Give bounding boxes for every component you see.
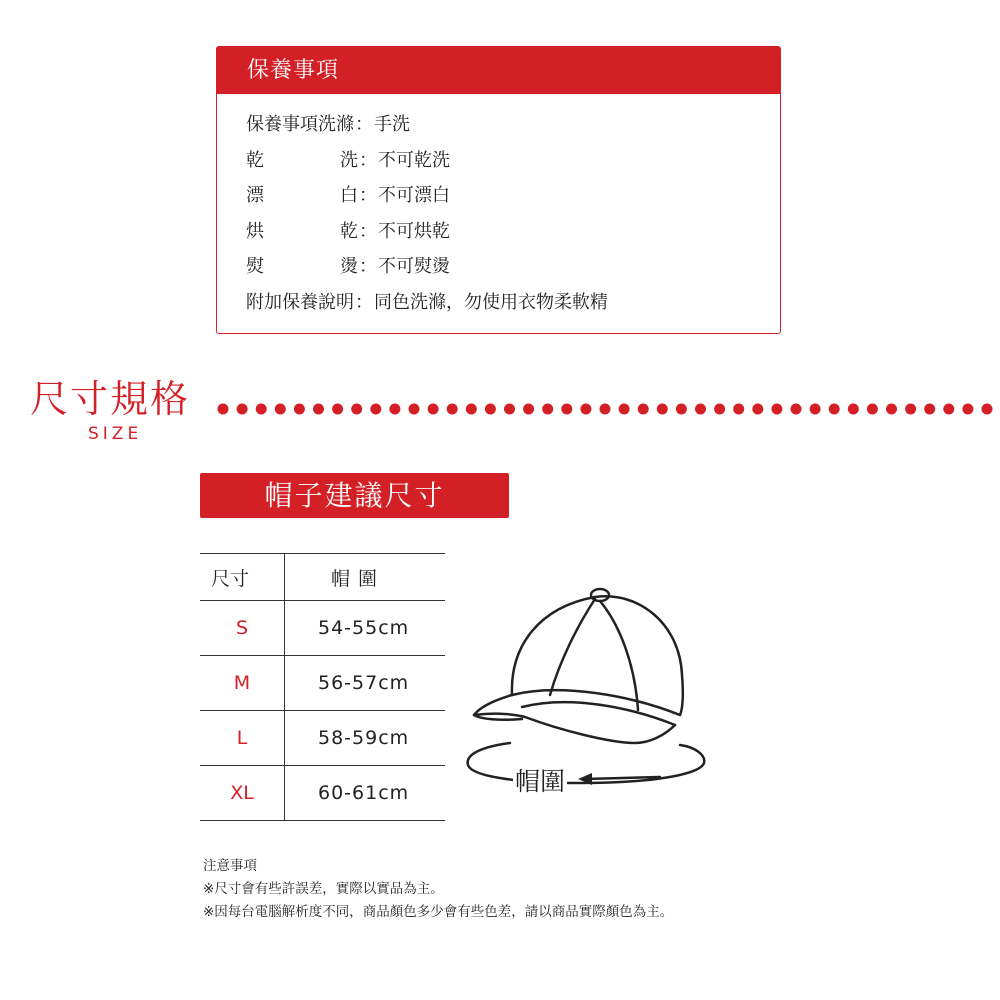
- size-code: M: [200, 656, 285, 711]
- divider-dot: [389, 404, 400, 415]
- size-code: L: [200, 711, 285, 766]
- size-code: XL: [200, 766, 285, 821]
- divider-dot: [600, 404, 611, 415]
- divider-dot: [332, 404, 343, 415]
- care-colon: ：: [359, 220, 377, 242]
- divider-dot: [466, 404, 477, 415]
- divider-dot: [237, 404, 248, 415]
- divider-dot: [962, 404, 973, 415]
- divider-dot: [370, 404, 381, 415]
- divider-dot: [561, 404, 572, 415]
- divider-dot: [638, 404, 649, 415]
- note-line: ※尺寸會有些許誤差，實際以實品為主。: [203, 881, 444, 897]
- dotted-divider: [214, 402, 1000, 416]
- divider-dot: [256, 404, 267, 415]
- diagram-label: 帽圍: [513, 762, 567, 798]
- divider-dot: [905, 404, 916, 415]
- divider-dot: [542, 404, 553, 415]
- header-size: 尺寸: [200, 554, 285, 601]
- table-header-row: [200, 554, 445, 601]
- divider-dot: [428, 404, 439, 415]
- cap-diagram-icon: [460, 585, 710, 795]
- divider-dot: [657, 404, 668, 415]
- divider-dot: [619, 404, 630, 415]
- care-label: 保養事項洗滌: [246, 114, 354, 135]
- care-value: 同色洗滌，勿使用衣物柔軟精: [374, 291, 608, 313]
- divider-dot: [275, 404, 286, 415]
- care-value: 不可烘乾: [378, 220, 450, 242]
- care-colon: ：: [359, 185, 377, 206]
- divider-dot: [676, 404, 687, 415]
- divider-dot: [943, 404, 954, 415]
- care-value: 不可漂白: [378, 185, 450, 206]
- care-label: 漂 白: [246, 185, 358, 206]
- divider-dot: [351, 404, 362, 415]
- divider-dot: [752, 404, 763, 415]
- divider-dot: [313, 404, 324, 415]
- care-value: 不可乾洗: [378, 149, 450, 171]
- divider-dot: [733, 404, 744, 415]
- divider-dot: [580, 404, 591, 415]
- care-colon: ：: [355, 114, 373, 135]
- section-title: 尺寸規格: [30, 377, 191, 421]
- table-row: [200, 656, 445, 711]
- divider-dot: [409, 404, 420, 415]
- divider-dot: [504, 404, 515, 415]
- care-colon: ：: [359, 256, 377, 277]
- notes: [203, 855, 673, 924]
- divider-dot: [218, 404, 229, 415]
- divider-dot: [771, 404, 782, 415]
- divider-dot: [829, 404, 840, 415]
- section-subtitle: SIZE: [88, 424, 143, 444]
- care-row-iron: [246, 249, 608, 285]
- care-row-extra: [246, 285, 608, 321]
- header-circumference: 帽圍: [285, 554, 446, 601]
- divider-dot: [695, 404, 706, 415]
- divider-dot: [924, 404, 935, 415]
- divider-dot: [810, 404, 821, 415]
- divider-dot: [982, 404, 993, 415]
- size-guide-banner: 帽子建議尺寸: [200, 473, 509, 518]
- table-row: [200, 711, 445, 766]
- care-row-dryclean: [246, 143, 608, 179]
- care-colon: ：: [359, 149, 377, 171]
- care-label: 熨 燙: [246, 256, 358, 277]
- notes-title: 注意事項: [203, 858, 257, 874]
- size-code: S: [200, 601, 285, 656]
- circumference-value: 60-61cm: [285, 766, 446, 821]
- care-title: 保養事項: [217, 47, 780, 94]
- care-colon: ：: [355, 291, 373, 313]
- divider-dot: [523, 404, 534, 415]
- divider-dot: [485, 404, 496, 415]
- divider-dot: [294, 404, 305, 415]
- care-label: 附加保養說明: [246, 291, 354, 313]
- circumference-value: 56-57cm: [285, 656, 446, 711]
- divider-dot: [447, 404, 458, 415]
- divider-dot: [714, 404, 725, 415]
- divider-dot: [791, 404, 802, 415]
- divider-dot: [867, 404, 878, 415]
- size-table: [200, 553, 445, 821]
- note-line: ※因每台電腦解析度不同，商品顏色多少會有些色差，請以商品實際顏色為主。: [203, 904, 674, 920]
- care-row-tumble-dry: [246, 214, 608, 250]
- care-row-bleach: [246, 178, 608, 214]
- care-rows: [246, 107, 608, 320]
- divider-dot: [886, 404, 897, 415]
- care-row-wash: [246, 107, 608, 143]
- divider-dot: [848, 404, 859, 415]
- table-row: [200, 601, 445, 656]
- circumference-value: 54-55cm: [285, 601, 446, 656]
- care-value: 手洗: [374, 114, 410, 135]
- care-label: 乾 洗: [246, 149, 358, 171]
- circumference-value: 58-59cm: [285, 711, 446, 766]
- care-label: 烘 乾: [246, 220, 358, 242]
- table-row: [200, 766, 445, 821]
- care-instructions-box: [216, 46, 781, 334]
- care-value: 不可熨燙: [378, 256, 450, 277]
